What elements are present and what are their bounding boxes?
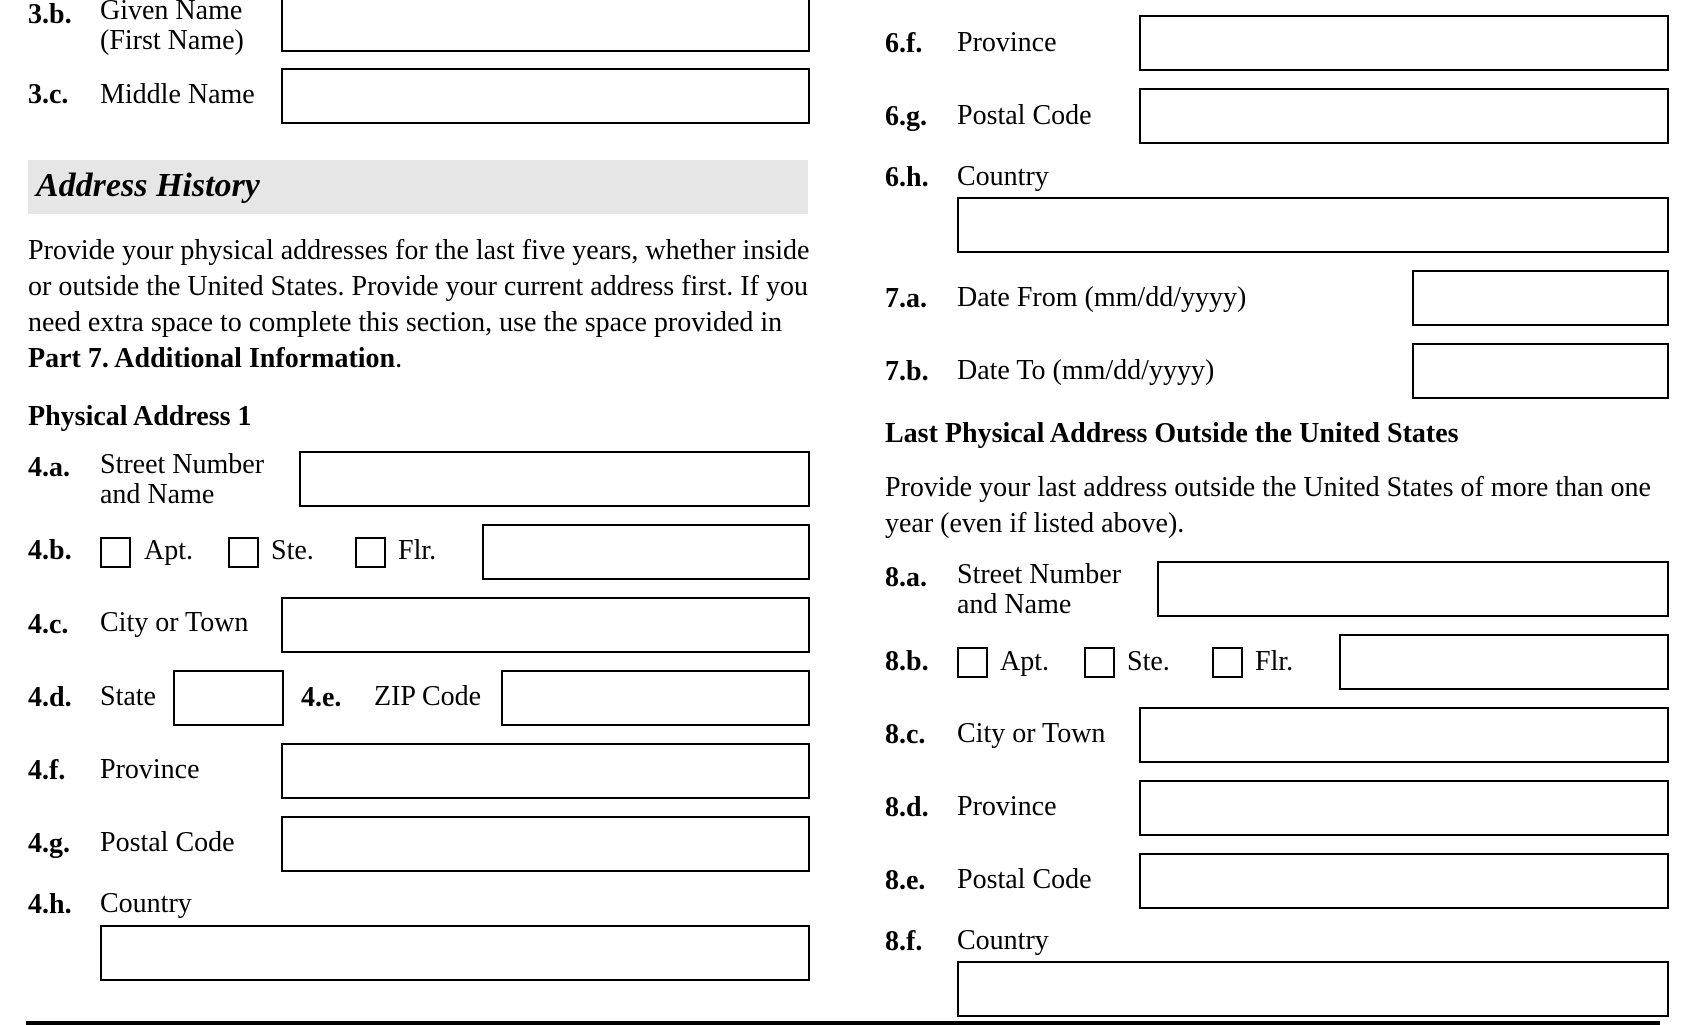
unit-number-input[interactable] <box>482 524 810 580</box>
country-label-8f: Country <box>957 925 1049 956</box>
date-from-label: Date From (mm/dd/yyyy) <box>957 282 1247 313</box>
ste-label: Ste. <box>271 535 314 566</box>
item-number-8e: 8.e. <box>885 865 926 896</box>
city-input-8c[interactable] <box>1139 707 1669 763</box>
physical-address-1-heading: Physical Address 1 <box>28 401 252 432</box>
postal-code-input-8e[interactable] <box>1139 853 1669 909</box>
item-number-4e: 4.e. <box>301 682 342 713</box>
item-number-3b: 3.b. <box>28 0 72 30</box>
country-input[interactable] <box>100 925 810 981</box>
street-name-input-8a[interactable] <box>1157 561 1669 617</box>
date-from-input[interactable] <box>1412 270 1669 326</box>
last-address-outside-us-heading: Last Physical Address Outside the United States <box>885 418 1459 449</box>
section-title: Address History <box>36 167 260 204</box>
country-label-6h: Country <box>957 161 1049 192</box>
city-label: City or Town <box>100 607 249 638</box>
item-number-8f: 8.f. <box>885 926 923 957</box>
postal-code-input[interactable] <box>281 816 810 872</box>
ste-checkbox-8b[interactable] <box>1084 647 1115 678</box>
street-name-label-8a: Street Number and Name <box>957 559 1122 620</box>
given-name-label: Given Name (First Name) <box>100 0 244 56</box>
ste-checkbox[interactable] <box>228 537 259 568</box>
country-input-6h[interactable] <box>957 197 1669 253</box>
outside-us-instructions: Provide your last address outside the United States of more than one year (even if listed above). <box>885 472 1651 539</box>
flr-checkbox-8b[interactable] <box>1212 647 1243 678</box>
date-to-input[interactable] <box>1412 343 1669 399</box>
item-number-4c: 4.c. <box>28 609 69 640</box>
item-number-8a: 8.a. <box>885 562 927 593</box>
province-label-8d: Province <box>957 791 1057 822</box>
item-number-4b: 4.b. <box>28 535 72 566</box>
flr-label: Flr. <box>398 535 437 566</box>
state-input[interactable] <box>173 670 284 726</box>
zip-code-input[interactable] <box>501 670 810 726</box>
postal-code-label: Postal Code <box>100 827 235 858</box>
middle-name-input[interactable] <box>281 68 810 124</box>
item-number-4d: 4.d. <box>28 682 72 713</box>
zip-code-label: ZIP Code <box>374 681 482 712</box>
city-input[interactable] <box>281 597 810 653</box>
item-number-4f: 4.f. <box>28 755 66 786</box>
item-number-3c: 3.c. <box>28 79 69 110</box>
apt-checkbox-8b[interactable] <box>957 647 988 678</box>
province-label-6f: Province <box>957 27 1057 58</box>
page-bottom-rule <box>26 1021 1660 1025</box>
apt-label: Apt. <box>144 535 193 566</box>
item-number-6f: 6.f. <box>885 28 923 59</box>
street-name-label: Street Number and Name <box>100 449 265 510</box>
country-input-8f[interactable] <box>957 961 1669 1017</box>
item-number-6g: 6.g. <box>885 101 927 132</box>
apt-label-8b: Apt. <box>1000 646 1049 677</box>
date-to-label: Date To (mm/dd/yyyy) <box>957 355 1215 386</box>
unit-number-input-8b[interactable] <box>1339 634 1669 690</box>
postal-code-label-6g: Postal Code <box>957 100 1092 131</box>
ste-label-8b: Ste. <box>1127 646 1170 677</box>
item-number-4h: 4.h. <box>28 889 72 920</box>
middle-name-label: Middle Name <box>100 79 255 110</box>
province-input-8d[interactable] <box>1139 780 1669 836</box>
item-number-8b: 8.b. <box>885 646 929 677</box>
flr-checkbox[interactable] <box>355 537 386 568</box>
postal-code-label-8e: Postal Code <box>957 864 1092 895</box>
province-input-6f[interactable] <box>1139 15 1669 71</box>
state-label: State <box>100 681 156 712</box>
province-label: Province <box>100 754 200 785</box>
country-label: Country <box>100 888 192 919</box>
given-name-input[interactable] <box>281 0 810 52</box>
item-number-8d: 8.d. <box>885 792 929 823</box>
city-label-8c: City or Town <box>957 718 1106 749</box>
street-name-input[interactable] <box>299 451 810 507</box>
item-number-4a: 4.a. <box>28 452 70 483</box>
apt-checkbox[interactable] <box>100 537 131 568</box>
item-number-4g: 4.g. <box>28 828 70 859</box>
address-history-instructions: Provide your physical addresses for the last five years, whether inside or outside the United States. Provide your current address first. If you need extra space to complete this section, use the space provided in Part 7. Additional Information. <box>28 235 810 374</box>
flr-label-8b: Flr. <box>1255 646 1294 677</box>
postal-code-input-6g[interactable] <box>1139 88 1669 144</box>
item-number-8c: 8.c. <box>885 719 926 750</box>
item-number-7b: 7.b. <box>885 356 929 387</box>
item-number-6h: 6.h. <box>885 162 929 193</box>
province-input[interactable] <box>281 743 810 799</box>
item-number-7a: 7.a. <box>885 283 927 314</box>
